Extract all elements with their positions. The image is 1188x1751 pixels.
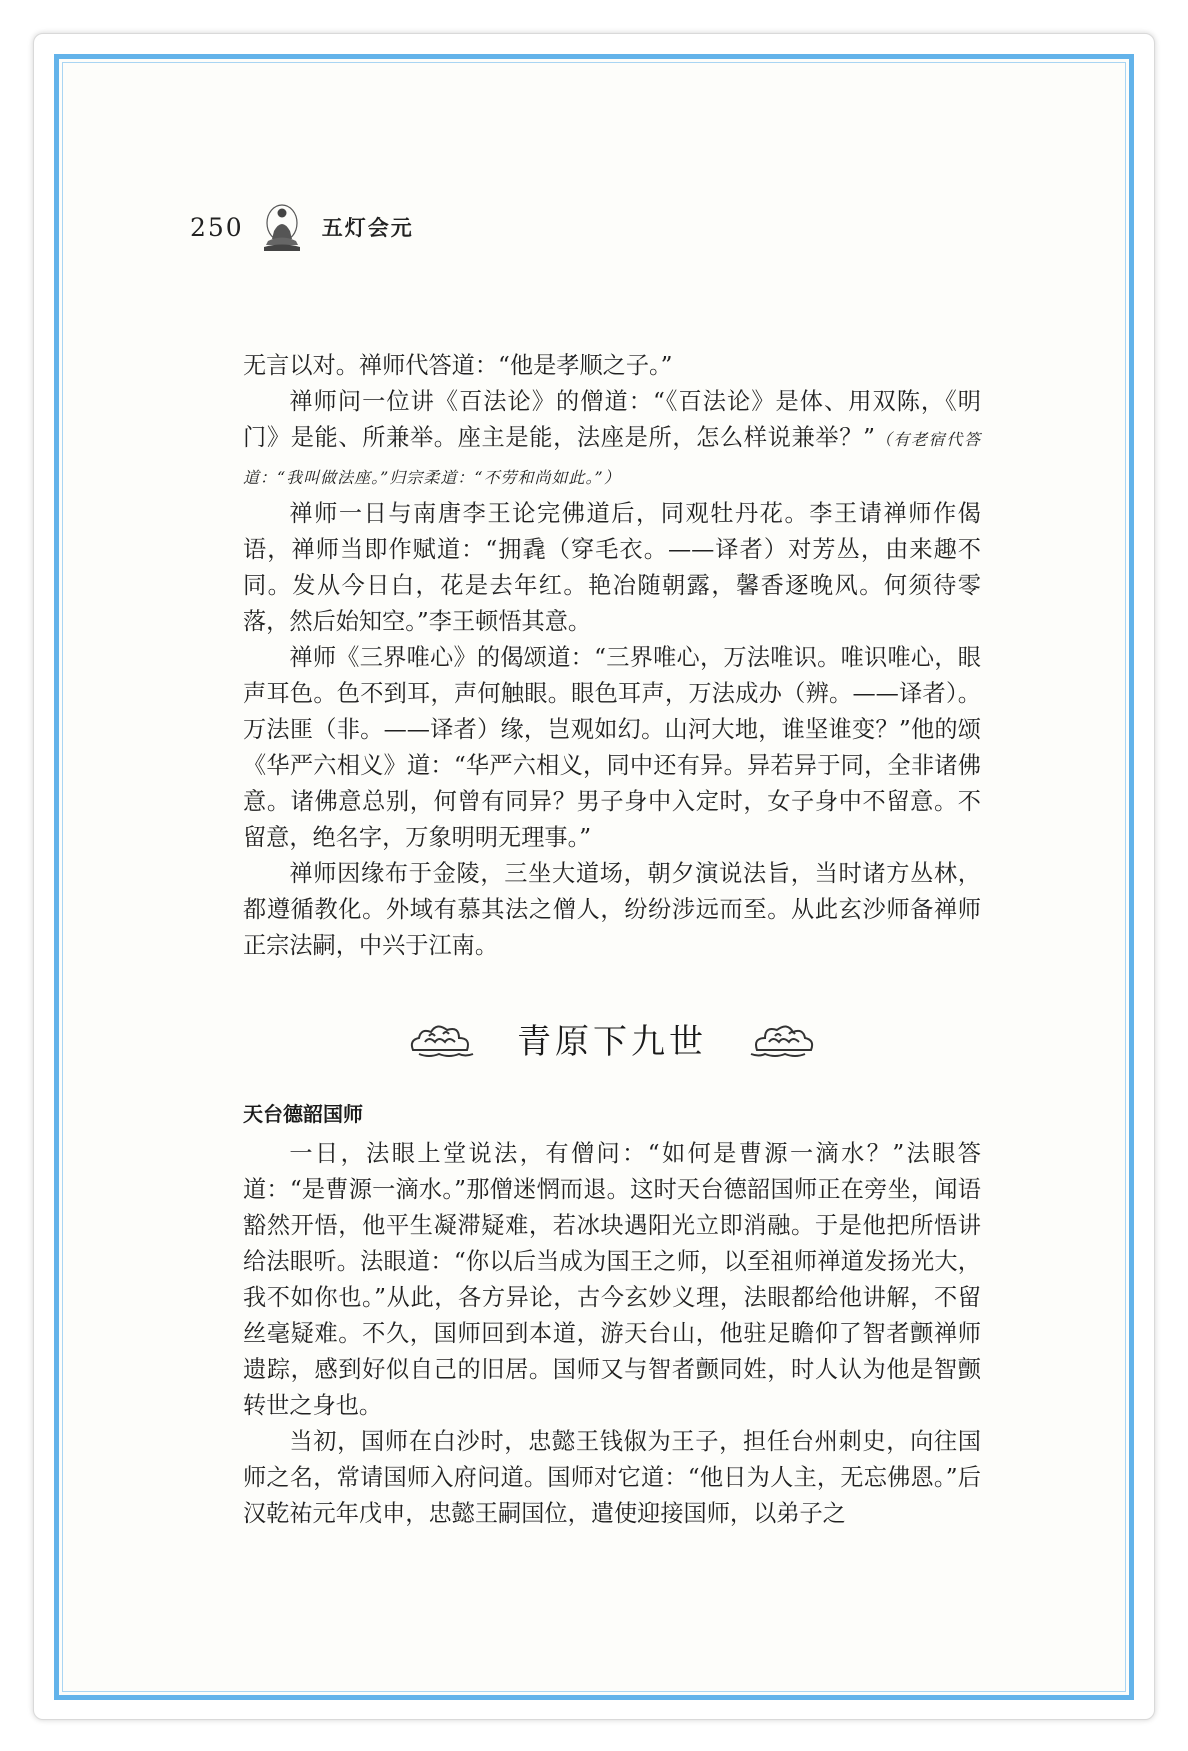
section-title-block: [243, 1008, 981, 1068]
paragraph-2-note: （有老宿代答道：“我叫做法座。”归宗柔道：“不劳和尚如此。”）: [243, 430, 981, 487]
running-header: [190, 197, 414, 257]
buddha-icon: [260, 201, 304, 253]
paragraph-2-text: 禅师问一位讲《百法论》的僧道：“《百法论》是体、用双陈，《明门》是能、所兼举。座主是能，法座是所，怎么样说兼举？”: [243, 388, 981, 451]
cloud-ornament-right-icon: [745, 1016, 817, 1060]
book-title: 五灯会元: [321, 215, 414, 240]
subsection-paragraph-2: 当初，国师在白沙时，忠懿王钱俶为王子，担任台州刺史，向往国师之名，常请国师入府问道。国师对它道：“他日为人主，无忘佛恩。”后汉乾祐元年戊申，忠懿王嗣国位，遣使迎接国师，以弟子之: [243, 1428, 981, 1527]
top-text-block: [243, 348, 981, 964]
section-title: 青原下九世: [517, 1021, 707, 1062]
paragraph-5: 禅师因缘布于金陵，三坐大道场，朝夕演说法旨，当时诸方丛林，都遵循教化。外域有慕其法之僧人，纷纷涉远而至。从此玄沙师备禅师正宗法嗣，中兴于江南。: [243, 860, 981, 959]
paragraph-1: 无言以对。禅师代答道：“他是孝顺之子。”: [243, 352, 673, 379]
cloud-ornament-left-icon: [407, 1016, 479, 1060]
bottom-text-block: [243, 1136, 981, 1532]
paragraph-3: 禅师一日与南唐李王论完佛道后，同观牡丹花。李王请禅师作偈语，禅师当即作赋道：“拥毳（穿毛衣。——译者）对芳丛，由来趣不同。发从今日白，花是去年红。艳冶随朝露，馨香逐晚风。何须待零落，然后始知空。”李王顿悟其意。: [243, 500, 981, 635]
subsection-paragraph-1: 一日，法眼上堂说法，有僧问：“如何是曹源一滴水？”法眼答道：“是曹源一滴水。”那僧迷惘而退。这时天台德韶国师正在旁坐，闻语豁然开悟，他平生凝滞疑难，若冰块遇阳光立即消融。于是他把所悟讲给法眼听。法眼道：“你以后当成为国王之师，以至祖师禅道发扬光大，我不如你也。”从此，各方异论，古今玄妙义理，法眼都给他讲解，不留丝毫疑难。不久，国师回到本道，游天台山，他驻足瞻仰了智者颤禅师遗踪，感到好似自己的旧居。国师又与智者颤同姓，时人认为他是智颤转世之身也。: [243, 1140, 981, 1419]
subsection-heading: 天台德韶国师: [243, 1102, 363, 1126]
paragraph-2: [243, 384, 981, 496]
paragraph-4: 禅师《三界唯心》的偈颂道：“三界唯心，万法唯识。唯识唯心，眼声耳色。色不到耳，声何触眼。眼色耳声，万法成办（辨。——译者）。万法匪（非。——译者）缘，岂观如幻。山河大地，谁坚谁变？”他的颂《华严六相义》道：“华严六相义，同中还有异。异若异于同，全非诸佛意。诸佛意总别，何曾有同异？男子身中入定时，女子身中不留意。不留意，绝名字，万象明明无理事。”: [243, 644, 981, 851]
page-number: 250: [190, 212, 244, 242]
